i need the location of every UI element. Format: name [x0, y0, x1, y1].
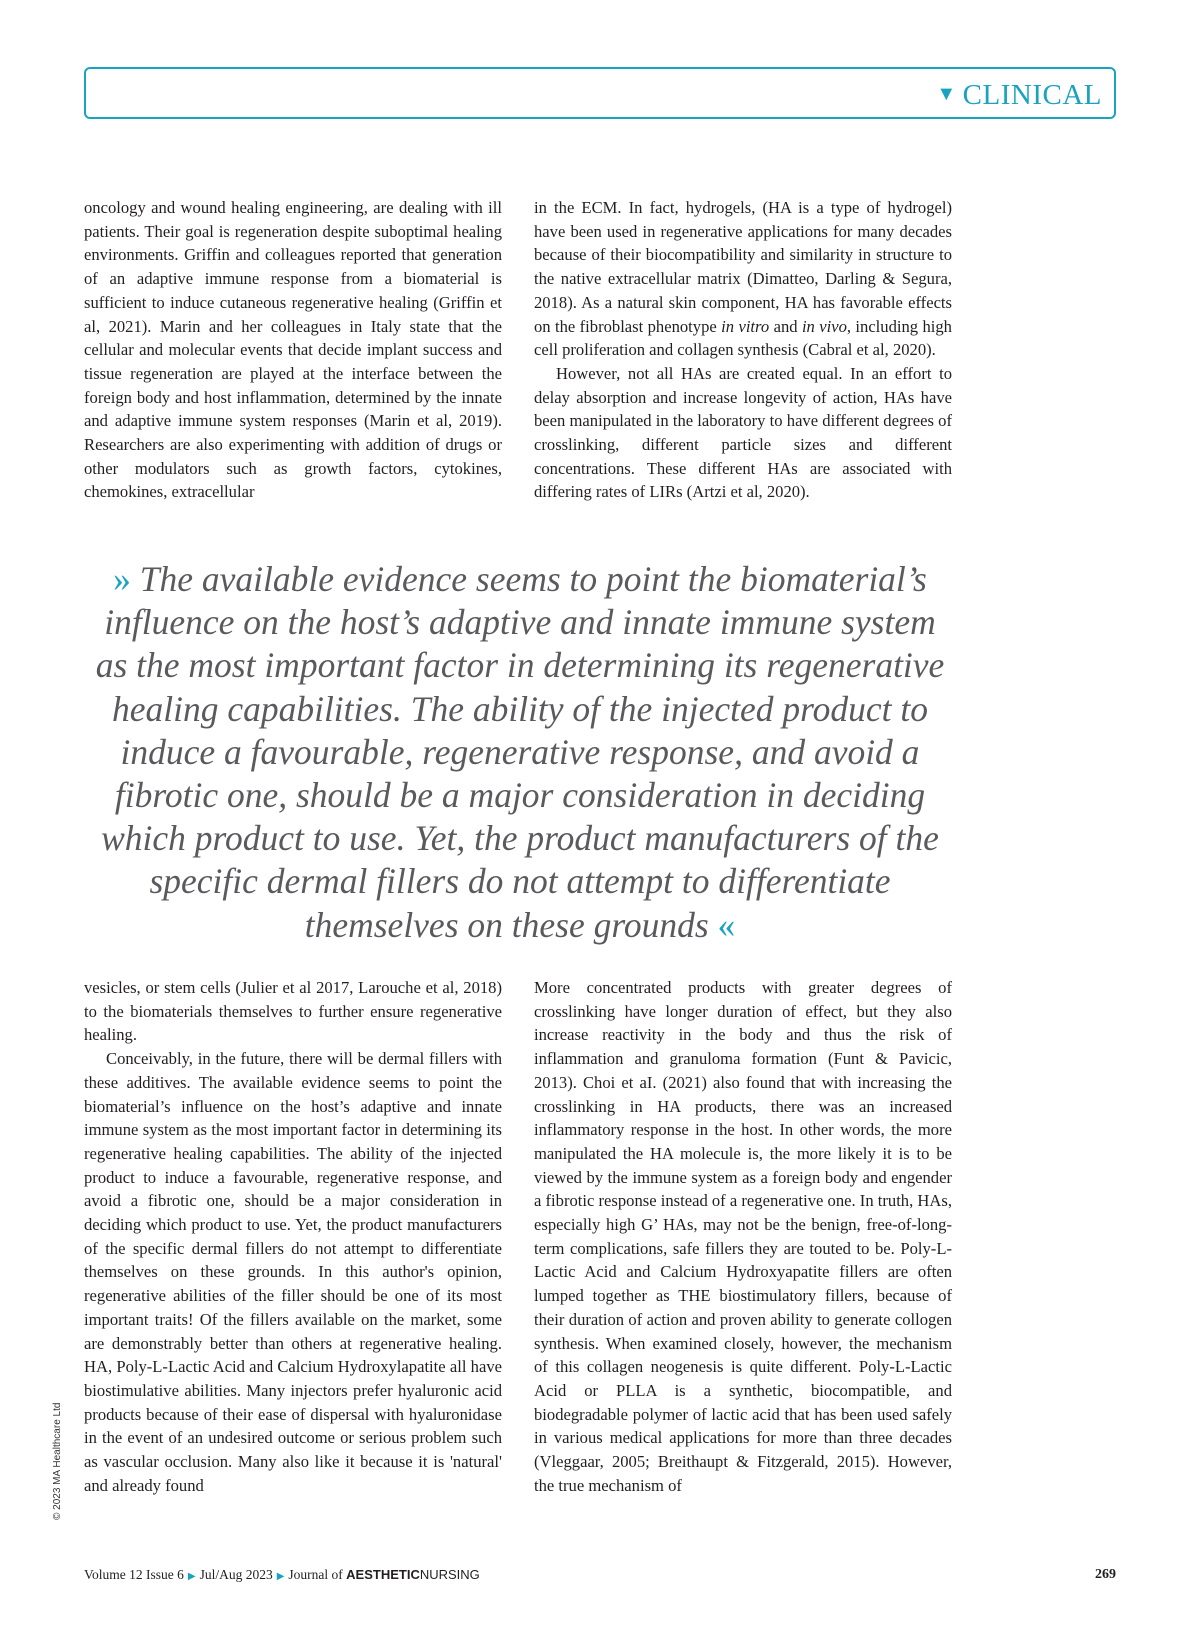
paragraph: vesicles, or stem cells (Julier et al 2017, Larouche et al, 2018) to the biomaterials themselves to further ensure regenerative healing.: [84, 978, 502, 1045]
pull-quote: [90, 558, 950, 947]
paragraph: However, not all HAs are created equal. In an effort to delay absorption and increase longevity of action, HAs have been manipulated in the laboratory to have different degrees of crosslinking, different particle sizes and different concentrations. These different HAs are associated with differing rates of LIRs (Artzi et al, 2020).: [534, 363, 952, 502]
page-number: 269: [1095, 1567, 1116, 1582]
column-bottom-left: [84, 976, 502, 1497]
footer-date: Jul/Aug 2023: [199, 1567, 273, 1582]
copyright-notice: © 2023 MA Healthcare Ltd: [52, 1402, 63, 1520]
column-bottom-right: [534, 976, 952, 1497]
paragraph: oncology and wound healing engineering, are dealing with ill patients. Their goal is regeneration despite suboptimal healing environments. Griffin and colleagues reported that generation of an adaptive immune response from a biomaterial is sufficient to induce cutaneous regenerative healing (Griffin et al, 2021). Marin and her colleagues in Italy state that the cellular and molecular events that decide implant success and tissue regeneration are played at the interface between the foreign body and host inflammation, determined by the innate and adaptive immune system responses (Marin et al, 2019). Researchers are also experimenting with addition of drugs or other modulators such as growth factors, cytokines, chemokines, extracellular: [84, 198, 502, 502]
triangle-down-icon: ▼: [936, 83, 957, 105]
inline-text: and: [773, 316, 798, 336]
column-top-left: [84, 196, 502, 504]
footer-journal-bold: AESTHETIC: [346, 1567, 420, 1582]
quote-close-mark: «: [717, 904, 736, 945]
paragraph: [534, 196, 952, 362]
inline-text: in the ECM. In fact, hydrogels, (HA is a type of hydrogel) have been used in regenerative applications for many decades because of their biocompatibility and similarity in structure to the native extracellular matrix (Dimatteo, Darling & Segura, 2018). As a natural skin component, HA has favorable effects on the fibroblast phenotype: [534, 198, 952, 336]
pull-quote-text: The available evidence seems to point the biomaterial’s influence on the host’s adaptive and innate immune system as the most important factor in determining its regenerative healing capabilities. The ability of the injected product to induce a favourable, regenerative response, and avoid a fibrotic one, should be a major consideration in deciding which product to use. Yet, the product manufacturers of the specific dermal fillers do not attempt to differentiate themselves on these grounds: [95, 559, 945, 945]
column-top-right: [534, 196, 952, 504]
footer-journal-rest: NURSING: [419, 1567, 480, 1582]
section-label: [936, 77, 1102, 112]
paragraph: Conceivably, in the future, there will be dermal fillers with these additives. The available evidence seems to point the biomaterial’s influence on the host’s adaptive and innate immune system as the most important factor in determining its regenerative healing capabilities. The ability of the injected product to induce a favourable, regenerative response, and avoid a fibrotic one, should be a major consideration in deciding which product to use. Yet, the product manufacturers of the specific dermal fillers do not attempt to differentiate themselves on these grounds. In this author's opinion, regenerative abilities of the filler should be one of its most important traits! Of the fillers available on the market, some are demonstrably better than others at regenerative healing. HA, Poly-L-Lactic Acid and Calcium Hydroxylapatite all have biostimulative abilities. Many injectors prefer hyaluronic acid products because of their ease of dispersal with hyaluronidase in the event of an undesired outcome or serious problem such as vascular occlusion. Many also like it because it is 'natural' and already found: [84, 1049, 502, 1495]
italic-term: in vitro: [721, 316, 770, 336]
inline-text: , including high cell proliferation and collagen synthesis (Cabral et al, 2020).: [534, 316, 952, 360]
footer-volume: Volume 12 Issue 6: [84, 1567, 184, 1582]
section-label-text: CLINICAL: [962, 79, 1102, 111]
triangle-right-icon: ▶: [187, 1571, 196, 1582]
page-footer: [84, 1565, 1116, 1585]
paragraph: More concentrated products with greater degrees of crosslinking have longer duration of effect, but they also increase reactivity in the body and thus the risk of inflammation and granuloma formation (Funt & Pavicic, 2013). Choi et aI. (2021) also found that with increasing the crosslinking in HA products, there was an increased inflammatory response in the host. In other words, the more manipulated the HA molecule is, the more likely it is to be viewed by the immune system as a foreign body and engender a fibrotic response instead of a regenerative one. In truth, HAs, especially high G’ HAs, may not be the benign, free-of-long-term complications, safe fillers they are touted to be. Poly-L-Lactic Acid and Calcium Hydroxyapatite fillers are often lumped together as THE biostimulatory fillers, because of their duration of action and proven ability to generate collogen synthesis. When examined closely, however, the mechanism of this collagen neogenesis is quite different. Poly-L-Lactic Acid or PLLA is a synthetic, biocompatible, and biodegradable polymer of lactic acid that has been used safely in various medical applications for more than three decades (Vleggaar, 2005; Breithaupt & Fitzgerald, 2015). However, the true mechanism of: [534, 978, 952, 1495]
italic-term: in vivo: [801, 316, 847, 336]
triangle-right-icon: ▶: [276, 1571, 285, 1582]
section-header-bar: [84, 67, 1116, 119]
footer-journal-prefix: Journal of: [288, 1567, 343, 1582]
quote-open-mark: »: [113, 559, 131, 599]
